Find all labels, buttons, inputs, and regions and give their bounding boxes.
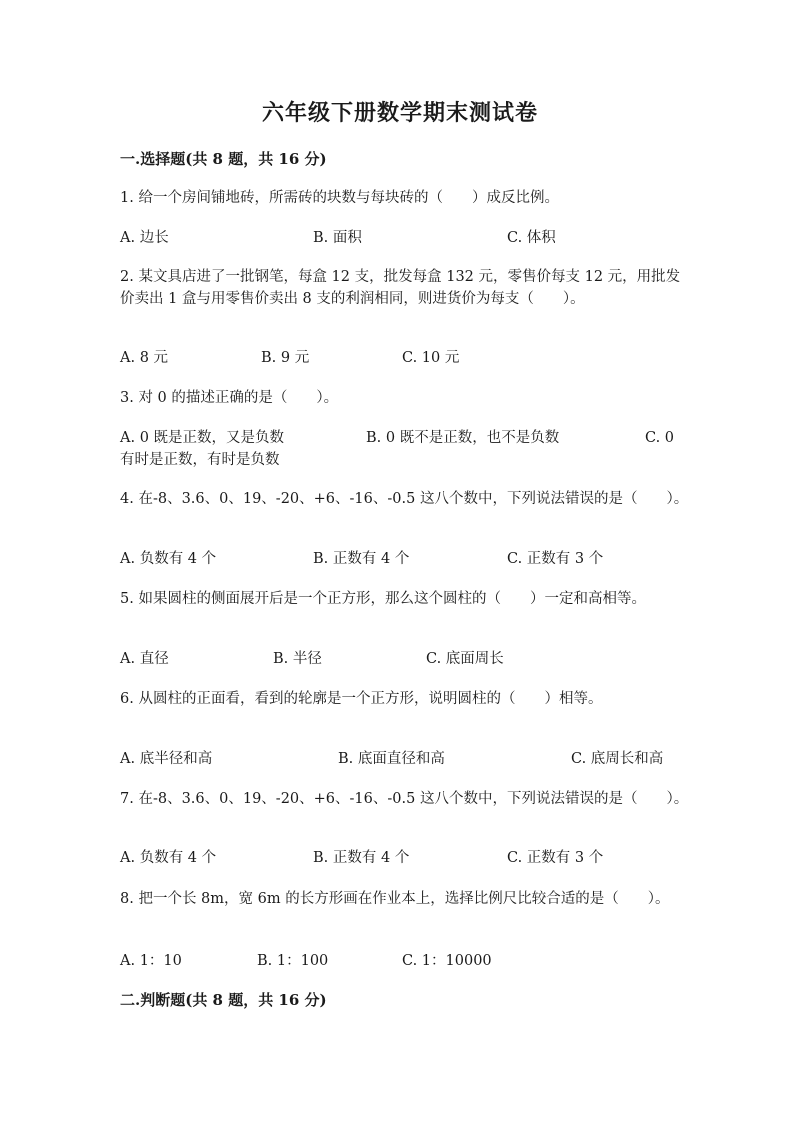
question-5-option-c: C. 底面周长 — [426, 651, 504, 667]
question-7-option-c: C. 正数有 3 个 — [507, 850, 604, 866]
question-5-option-a: A. 直径 — [120, 651, 169, 667]
question-3-text: 3. 对 0 的描述正确的是（ ）。 — [120, 390, 339, 406]
question-8-option-b: B. 1：100 — [257, 953, 329, 969]
question-4-options — [120, 548, 680, 570]
section-heading-judgement: 二.判断题(共 8 题，共 16 分) — [120, 991, 327, 1009]
question-5-text: 5. 如果圆柱的侧面展开后是一个正方形，那么这个圆柱的（ ）一定和高相等。 — [120, 591, 646, 607]
question-4-option-b: B. 正数有 4 个 — [313, 551, 410, 567]
question-2-option-a: A. 8 元 — [120, 350, 169, 366]
question-4-option-a: A. 负数有 4 个 — [120, 551, 217, 567]
section-heading-choice: 一.选择题(共 8 题，共 16 分) — [120, 150, 327, 168]
question-3-option-b: B. 0 既不是正数，也不是负数 — [366, 430, 560, 446]
question-2-option-c: C. 10 元 — [402, 350, 460, 366]
question-7-text: 7. 在-8、3.6、0、19、-20、+6、-16、-0.5 这八个数中，下列说法错误的是（ ）。 — [120, 791, 689, 807]
question-6-options — [120, 748, 680, 770]
question-3-options — [120, 427, 680, 449]
question-6-option-b: B. 底面直径和高 — [338, 751, 445, 767]
question-6-option-c: C. 底周长和高 — [571, 751, 664, 767]
question-1-option-a: A. 边长 — [120, 230, 169, 246]
question-8-text: 8. 把一个长 8m，宽 6m 的长方形画在作业本上，选择比例尺比较合适的是（ ）。 — [120, 891, 670, 907]
question-7-options — [120, 847, 680, 869]
question-5-options — [120, 648, 680, 670]
question-3-option-c-continued: 有时是正数，有时是负数 — [120, 452, 280, 468]
question-1-option-c: C. 体积 — [507, 230, 556, 246]
question-8-option-a: A. 1：10 — [120, 953, 182, 969]
question-3-option-c: C. 0 — [645, 430, 675, 446]
question-7-option-a: A. 负数有 4 个 — [120, 850, 217, 866]
question-1-option-b: B. 面积 — [313, 230, 362, 246]
question-2-text: 2. 某文具店进了一批钢笔，每盒 12 支，批发每盒 132 元，零售价每支 12 元，用批发价卖出 1 盒与用零售价卖出 8 支的利润相同，则进货价为每支（ ）。 — [120, 269, 681, 307]
question-4-option-c: C. 正数有 3 个 — [507, 551, 604, 567]
question-1-text: 1. 给一个房间铺地砖，所需砖的块数与每块砖的（ ）成反比例。 — [120, 190, 559, 206]
question-6-text: 6. 从圆柱的正面看，看到的轮廓是一个正方形，说明圆柱的（ ）相等。 — [120, 691, 603, 707]
question-5-option-b: B. 半径 — [273, 651, 322, 667]
question-7-option-b: B. 正数有 4 个 — [313, 850, 410, 866]
question-1-options — [120, 227, 680, 249]
question-4-text: 4. 在-8、3.6、0、19、-20、+6、-16、-0.5 这八个数中，下列说法错误的是（ ）。 — [120, 491, 689, 507]
page-title: 六年级下册数学期末测试卷 — [261, 100, 538, 126]
question-2-option-b: B. 9 元 — [261, 350, 310, 366]
question-6-option-a: A. 底半径和高 — [120, 751, 213, 767]
question-8-option-c: C. 1：10000 — [402, 953, 492, 969]
question-3-option-a: A. 0 既是正数，又是负数 — [120, 430, 285, 446]
question-2-options — [120, 347, 680, 369]
question-8-options — [120, 950, 680, 972]
